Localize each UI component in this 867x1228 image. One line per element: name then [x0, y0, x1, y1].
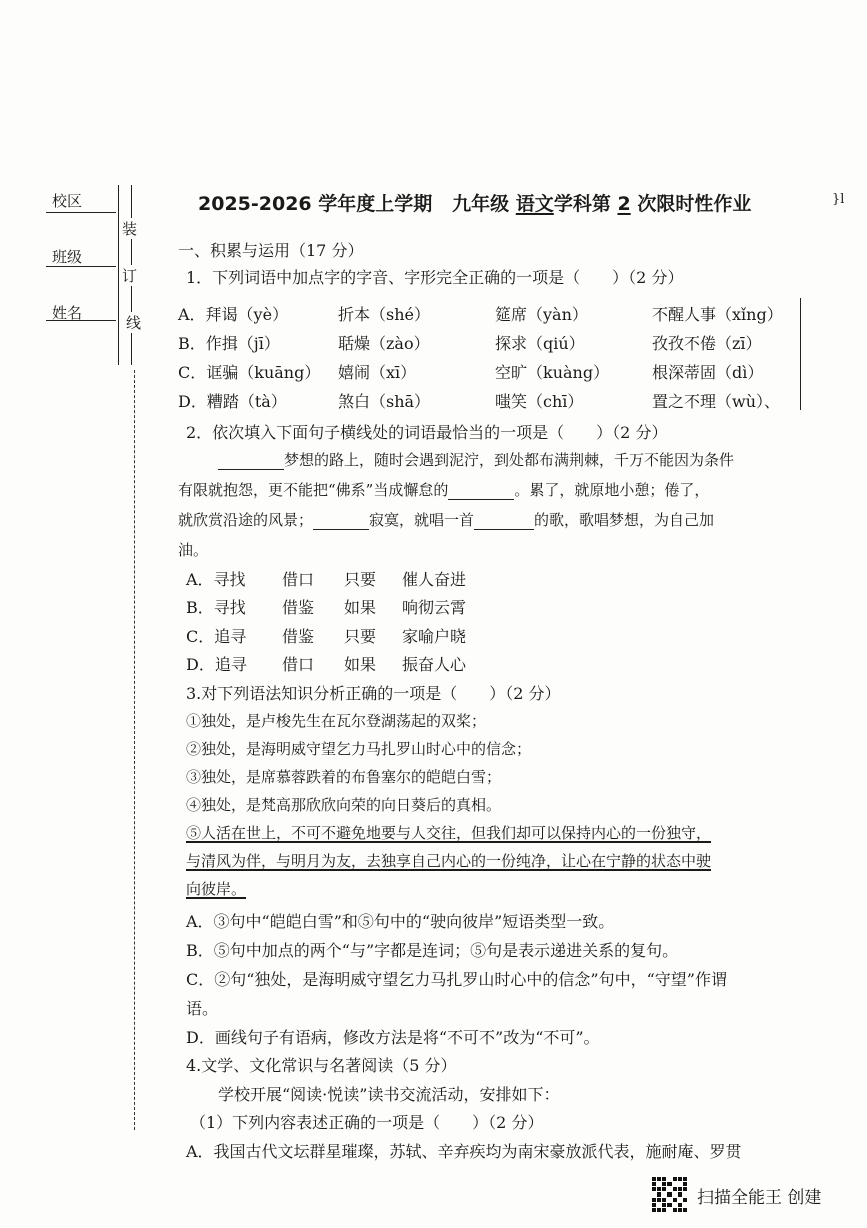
section-heading: 一、积累与运用（17 分）: [178, 241, 364, 260]
q2-blank-1: [218, 451, 284, 470]
q2-text-2b: 。累了，就原地小憩；倦了，: [514, 481, 710, 499]
q1-a-2: 折本（shé）: [338, 305, 430, 324]
q1-d-4: 置之不理（wù）、: [652, 392, 781, 411]
title-year: 2025-2026: [198, 193, 312, 215]
class-line: [46, 266, 116, 267]
q2-opt-b-4: 响彻云霄: [402, 598, 467, 617]
binding-char-zhuang: 装: [122, 220, 138, 238]
page-title: [198, 189, 751, 216]
q2-opt-d-4: 振奋人心: [402, 655, 467, 674]
q3-opt-b: B．⑤句中加点的两个“与”字都是连词；⑤句是表示递进关系的复句。: [186, 941, 679, 960]
q2-opt-d-2: 借口: [282, 655, 315, 674]
q1-d-2: 煞白（shā）: [338, 392, 431, 411]
q3-opt-a: A．③句中“皑皑白雪”和⑤句中的“驶向彼岸”短语类型一致。: [186, 912, 615, 931]
q3-opt-c-line-2: 语。: [186, 999, 219, 1018]
q2-text-3c: 的歌，歌唱梦想，为自己加: [534, 511, 715, 529]
q1-c-1: C．诓骗（kuāng）: [178, 363, 321, 382]
q3-item-5-line-1: ⑤人活在世上，不可不避免地要与人交往，但我们却可以保持内心的一份独守，: [186, 824, 712, 842]
q1-b-1: B．作揖（jī）: [178, 334, 280, 353]
q2-opt-b-3: 如果: [344, 598, 377, 617]
q3-item-3: ③独处，是席慕蓉跌着的布鲁塞尔的皑皑白雪；: [186, 768, 502, 786]
name-line: [46, 320, 116, 321]
edge-mark: }l: [832, 192, 845, 207]
q2-opt-d-1: D．追寻: [186, 655, 247, 674]
q2-opt-c-4: 家喻户晓: [402, 627, 467, 646]
q1-edge-bar: [800, 298, 801, 410]
q3-item-5-line-2: 与清风为伴，与明月为友，去独享自己内心的一份纯净，让心在宁静的状态中驶: [186, 852, 712, 870]
q2-opt-c-3: 只要: [344, 627, 377, 646]
q3-opt-d: D．画线句子有语病，修改方法是将“不可不”改为“不可”。: [186, 1028, 600, 1047]
binding-char-ding: 订: [122, 267, 138, 285]
name-label: 姓名: [52, 304, 83, 322]
q3-item-4: ④独处，是梵高那欣欣向荣的向日葵后的真相。: [186, 796, 502, 814]
campus-label: 校区: [52, 192, 83, 210]
q2-opt-d-3: 如果: [344, 655, 377, 674]
q4-sub1: （1）下列内容表述正确的一项是（ ）（2 分）: [190, 1113, 544, 1132]
title-term: 学年度上学期: [318, 193, 433, 215]
q2-blank-4: [474, 511, 534, 530]
q2-opt-b-1: B．寻找: [186, 598, 246, 617]
q2-text-1: 梦想的路上，随时会遇到泥泞，到处都布满荆棘，千万不能因为条件: [284, 451, 735, 469]
q2-opt-b-2: 借鉴: [282, 598, 315, 617]
q1-a-1: A．拜谒（yè）: [178, 305, 289, 324]
title-grade: 九年级: [452, 193, 510, 215]
title-subject: 语文: [515, 193, 554, 215]
q1-b-3: 探求（qiú）: [495, 334, 585, 353]
class-label: 班级: [52, 248, 83, 266]
q3-item-1: ①独处，是卢梭先生在瓦尔登湖荡起的双桨；: [186, 712, 487, 730]
q1-c-2: 嬉闹（xī）: [338, 363, 417, 382]
q1-stem: 1．下列词语中加点字的字音、字形完全正确的一项是（ ）（2 分）: [186, 268, 684, 287]
binding-dashed-line: [134, 370, 135, 1130]
q1-c-3: 空旷（kuàng）: [495, 363, 610, 382]
q2-line-2: [178, 479, 709, 500]
binding-line-outer: [118, 185, 119, 365]
title-num: 2: [617, 193, 631, 215]
q2-text-3a: 就欣赏沿途的风景；: [178, 511, 314, 529]
q4-stem: 4.文学、文化常识与名著阅读（5 分）: [186, 1056, 457, 1075]
q1-a-4: 不醒人事（xǐng）: [652, 305, 783, 324]
q3-stem: 3.对下列语法知识分析正确的一项是（ ）（2 分）: [186, 684, 561, 703]
q2-opt-c-2: 借鉴: [282, 627, 315, 646]
q3-item-2: ②独处，是海明威守望乞力马扎罗山时心中的信念；: [186, 740, 532, 758]
q2-opt-a-1: A．寻找: [186, 570, 246, 589]
q2-opt-a-4: 催人奋进: [402, 570, 467, 589]
q1-c-4: 根深蒂固（dì）: [652, 363, 764, 382]
q2-stem: 2．依次填入下面句子横线处的词语最恰当的一项是（ ）（2 分）: [186, 423, 668, 442]
campus-line: [46, 212, 116, 213]
q2-blank-2: [448, 481, 514, 500]
q2-line-1: [218, 449, 734, 470]
q3-item-5-line-3: 向彼岸。: [186, 880, 247, 898]
q1-a-3: 筵席（yàn）: [495, 305, 588, 324]
q3-opt-c-line-1: C．②句“独处，是海明威守望乞力马扎罗山时心中的信念”句中，“守望”作谓: [186, 970, 727, 989]
q2-text-3b: 寂寞，就唱一首: [369, 511, 475, 529]
q2-opt-c-1: C．追寻: [186, 627, 247, 646]
q2-line-3: [178, 509, 714, 530]
qr-code-icon: [652, 1177, 687, 1212]
q2-opt-a-2: 借口: [282, 570, 315, 589]
q1-d-3: 嗤笑（chī）: [495, 392, 584, 411]
q2-opt-a-3: 只要: [344, 570, 377, 589]
q2-blank-3: [313, 511, 369, 530]
q4-intro: 学校开展“阅读·悦读”读书交流活动，安排如下：: [218, 1085, 560, 1104]
q2-text-2a: 有限就抱怨，更不能把“佛系”当成懈怠的: [178, 481, 449, 499]
title-mid: 学科第: [553, 193, 611, 215]
watermark-text: 扫描全能王 创建: [697, 1188, 822, 1208]
q1-d-1: D．糟踏（tà）: [178, 392, 287, 411]
q1-b-2: 聒燥（zào）: [338, 334, 430, 353]
q1-b-4: 孜孜不倦（zī）: [652, 334, 762, 353]
binding-char-xian: 线: [126, 314, 142, 332]
q4-opt-a: A．我国古代文坛群星璀璨，苏轼、辛弃疾均为南宋豪放派代表，施耐庵、罗贯: [186, 1142, 742, 1161]
q2-line-4: 油。: [178, 541, 209, 559]
title-tail: 次限时性作业: [637, 193, 752, 215]
